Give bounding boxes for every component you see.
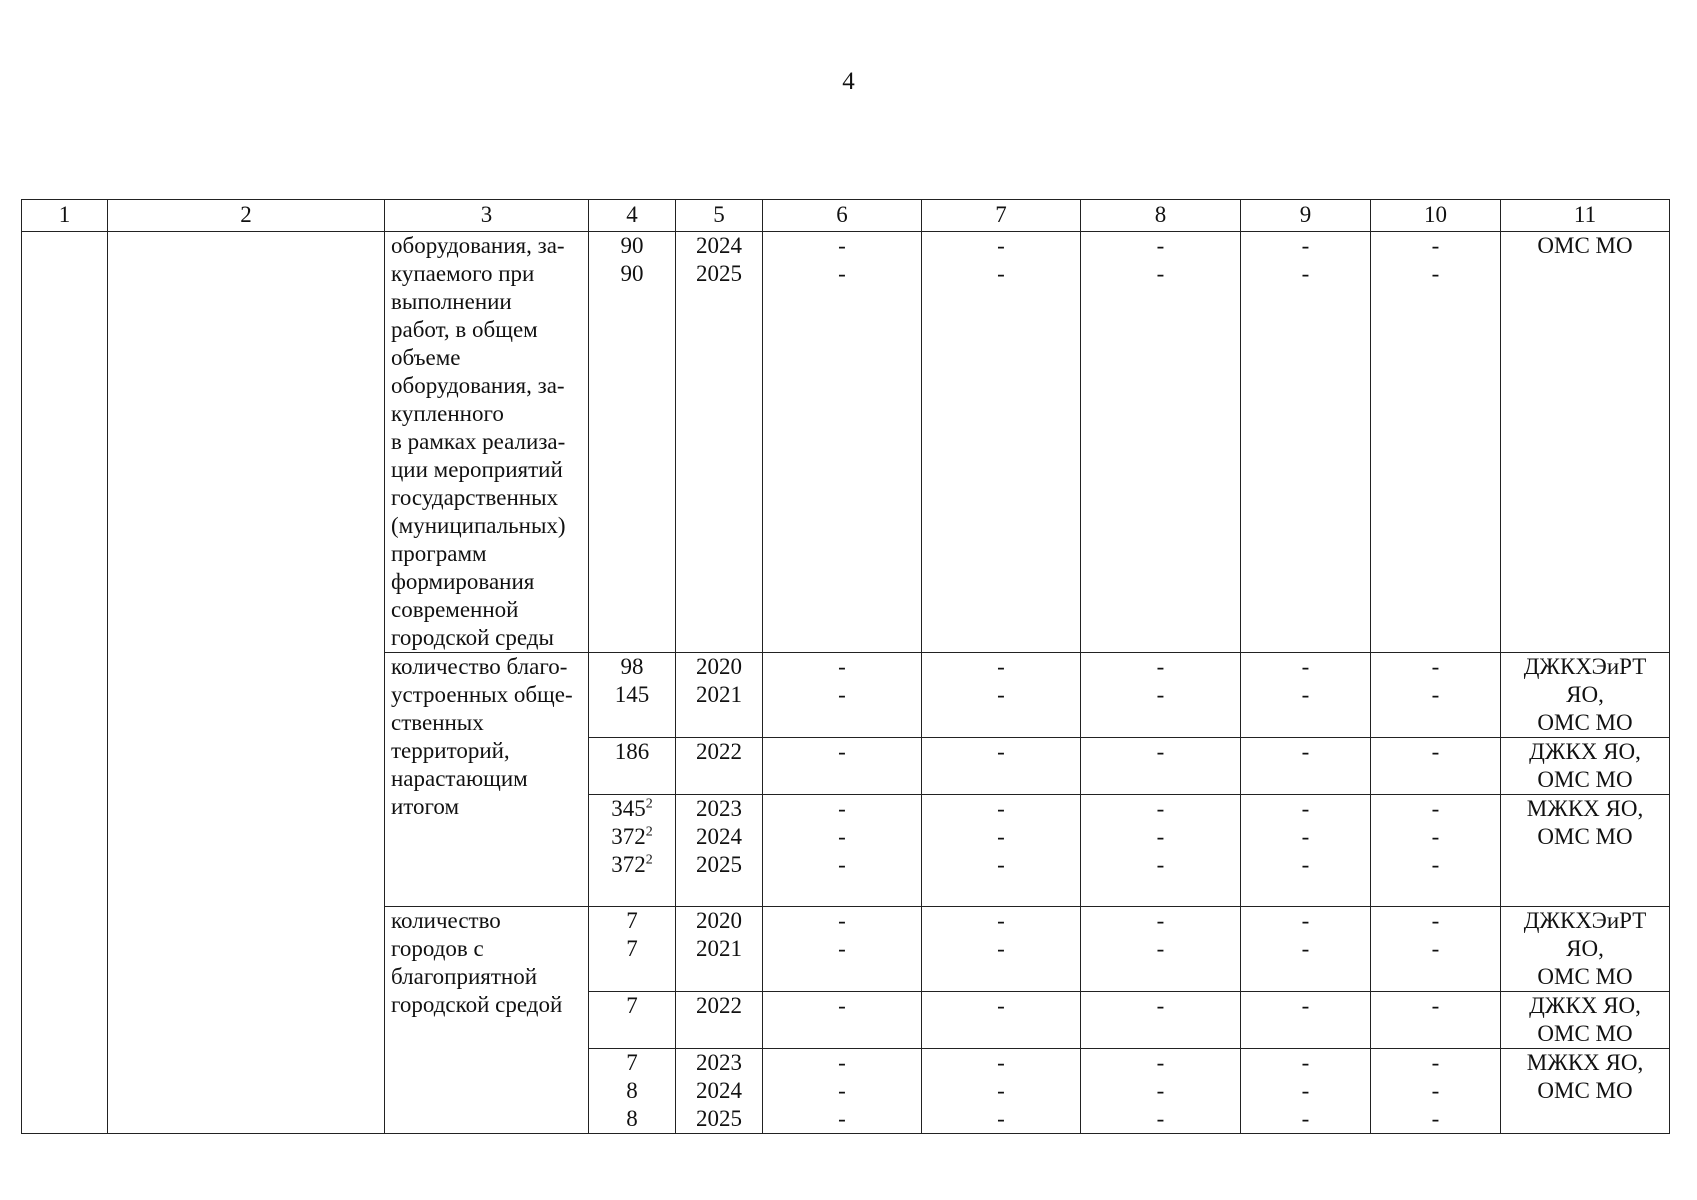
column-8-cell [1081, 795, 1241, 907]
responsible-cell: ДЖКХ ЯО, ОМС МО [1501, 738, 1670, 795]
column-7-cell-value: - [997, 908, 1005, 933]
column-7-cell [922, 907, 1081, 992]
value-cell-value: 90 [620, 261, 644, 286]
column-10-cell [1371, 907, 1501, 992]
column-8-cell-value: - [1156, 261, 1165, 286]
column-9-cell [1241, 1049, 1371, 1134]
column-8-cell [1081, 1049, 1241, 1134]
column-8-cell-value: - [1156, 936, 1165, 961]
header-cell-1: 1 [22, 200, 108, 232]
value-cell-value: 8 [626, 1078, 638, 1103]
column-6-cell-value: - [838, 852, 846, 877]
column-9-cell [1241, 653, 1371, 738]
column-9-cell-value: - [1301, 682, 1310, 707]
column-7-cell [922, 795, 1081, 907]
column-10-cell-value: - [1431, 233, 1440, 258]
column-7-cell-value: - [997, 936, 1005, 961]
column-8-cell-value: - [1156, 654, 1165, 679]
value-cell-value: 7 [626, 1050, 638, 1075]
value-cell-value: 98 [620, 654, 644, 679]
column-10-cell-value: - [1431, 908, 1440, 933]
column-8-cell [1081, 992, 1241, 1049]
column-9-cell-value: - [1301, 993, 1310, 1018]
header-cell-3: 3 [385, 200, 589, 232]
value-cell-value: 7 [626, 908, 638, 933]
column-10-cell-value: - [1431, 824, 1440, 849]
header-cell-10: 10 [1371, 200, 1501, 232]
column-7-cell [922, 232, 1081, 653]
column-10-cell-value: - [1431, 1106, 1440, 1131]
column-6-cell [763, 232, 922, 653]
column-8-cell-value: - [1156, 1078, 1165, 1103]
column-6-cell [763, 907, 922, 992]
value-cell-value: 7 [626, 993, 638, 1018]
year-cell-value: 2020 [696, 654, 742, 679]
column-9-cell-value: - [1301, 936, 1310, 961]
value-cell-value: 372 [611, 824, 646, 849]
table-row [22, 232, 1670, 653]
year-cell-value: 2024 [696, 1078, 742, 1103]
year-cell-value: 2021 [696, 936, 742, 961]
page-number: 4 [842, 68, 855, 95]
value-cell-value: 345 [611, 796, 646, 821]
column-10-cell [1371, 738, 1501, 795]
column-8-cell-value: - [1156, 993, 1165, 1018]
column-9-cell-value: - [1301, 852, 1310, 877]
column-8-cell-value: - [1156, 824, 1165, 849]
column-10-cell [1371, 992, 1501, 1049]
responsible-cell: ДЖКХЭиРТ ЯО, ОМС МО [1501, 907, 1670, 992]
column-6-cell [763, 992, 922, 1049]
year-cell [676, 738, 763, 795]
column-8-cell [1081, 653, 1241, 738]
column-8-cell-value: - [1156, 233, 1165, 258]
value-cell [589, 738, 676, 795]
value-cell-value: 186 [614, 739, 650, 764]
column-10-cell-value: - [1431, 1050, 1440, 1075]
column-10-cell-value: - [1431, 682, 1440, 707]
column-7-cell-value: - [997, 993, 1005, 1018]
column-10-cell-value: - [1431, 654, 1440, 679]
header-cell-4: 4 [589, 200, 676, 232]
year-cell-value: 2025 [696, 852, 742, 877]
column-10-cell-value: - [1431, 1078, 1440, 1103]
value-cell [589, 992, 676, 1049]
column-6-cell-value: - [838, 908, 846, 933]
year-cell [676, 907, 763, 992]
column-8-cell-value: - [1156, 1106, 1165, 1131]
column-7-cell-value: - [997, 852, 1005, 877]
column-7-cell-value: - [997, 796, 1005, 821]
column-7-cell [922, 653, 1081, 738]
column-9-cell-value: - [1301, 824, 1310, 849]
column-9-cell [1241, 795, 1371, 907]
indicator-name: оборудования, за- купаемого при выполнении работ, в общем объеме оборудования, за- купленного в рамках реализа- ции мероприятий государственных (муниципальных) программ формирования современной городской среды [385, 232, 589, 653]
column-6-cell-value: - [838, 796, 846, 821]
column-9-cell-value: - [1301, 654, 1310, 679]
header-cell-9: 9 [1241, 200, 1371, 232]
column-7-cell-value: - [997, 1050, 1005, 1075]
responsible-cell: ДЖКХЭиРТ ЯО, ОМС МО [1501, 653, 1670, 738]
value-cell [589, 907, 676, 992]
value-cell-value: 7 [626, 936, 638, 961]
column-10-cell-value: - [1431, 993, 1440, 1018]
responsible-cell: МЖКХ ЯО, ОМС МО [1501, 1049, 1670, 1134]
column-8-cell [1081, 232, 1241, 653]
column-7-cell [922, 1049, 1081, 1134]
column-9-cell-value: - [1301, 1050, 1310, 1075]
year-cell-value: 2022 [696, 739, 742, 764]
header-cell-7: 7 [922, 200, 1081, 232]
column-7-cell-value: - [997, 824, 1005, 849]
column-6-cell-value: - [838, 936, 846, 961]
column-8-cell-value: - [1156, 796, 1165, 821]
column-6-cell [763, 1049, 922, 1134]
column-9-cell-value: - [1301, 261, 1310, 286]
column-8-cell-value: - [1156, 682, 1165, 707]
column-9-cell-value: - [1301, 908, 1310, 933]
value-cell-value: 8 [626, 1106, 638, 1131]
indicator-name: количество благо- устроенных обще- ственных территорий, нарастающим итогом [385, 653, 589, 907]
column-10-cell [1371, 232, 1501, 653]
column-9-cell-value: - [1301, 796, 1310, 821]
column-6-cell-value: - [838, 654, 846, 679]
column-6-cell-value: - [838, 739, 846, 764]
value-cell-value: 145 [614, 682, 650, 707]
column-6-cell-value: - [838, 1106, 846, 1131]
year-cell-value: 2020 [696, 908, 742, 933]
year-cell-value: 2023 [696, 1050, 742, 1075]
year-cell-value: 2021 [696, 682, 742, 707]
column-10-cell [1371, 653, 1501, 738]
column-8-cell-value: - [1156, 1050, 1165, 1075]
value-cell-footnote-mark: 2 [645, 852, 653, 868]
column-7-cell [922, 738, 1081, 795]
indicators-table [21, 199, 1670, 1134]
header-cell-11: 11 [1501, 200, 1670, 232]
value-cell [589, 232, 676, 653]
year-cell-value: 2024 [696, 824, 742, 849]
column-9-cell-value: - [1301, 1106, 1310, 1131]
year-cell-value: 2022 [696, 993, 742, 1018]
column-7-cell-value: - [997, 233, 1005, 258]
year-cell [676, 795, 763, 907]
column-9-cell [1241, 232, 1371, 653]
header-cell-6: 6 [763, 200, 922, 232]
column-6-cell-value: - [838, 682, 846, 707]
column-6-cell-value: - [838, 993, 846, 1018]
value-cell-value: 372 [611, 852, 646, 877]
value-cell-footnote-mark: 2 [645, 796, 653, 812]
column-6-cell-value: - [838, 261, 846, 286]
value-cell [589, 653, 676, 738]
indicator-name: количество городов с благоприятной городской средой [385, 907, 589, 1134]
column-7-cell-value: - [997, 1078, 1005, 1103]
responsible-cell: ДЖКХ ЯО, ОМС МО [1501, 992, 1670, 1049]
year-cell [676, 653, 763, 738]
column-8-cell-value: - [1156, 739, 1165, 764]
year-cell [676, 992, 763, 1049]
column-7-cell-value: - [997, 654, 1005, 679]
column-8-cell [1081, 907, 1241, 992]
column-10-cell-value: - [1431, 796, 1440, 821]
header-cell-8: 8 [1081, 200, 1241, 232]
column-6-cell-value: - [838, 1078, 846, 1103]
column-8-cell-value: - [1156, 908, 1165, 933]
column-10-cell-value: - [1431, 261, 1440, 286]
column-9-cell-value: - [1301, 1078, 1310, 1103]
column-9-cell [1241, 738, 1371, 795]
year-cell-value: 2024 [696, 233, 742, 258]
column-10-cell-value: - [1431, 936, 1440, 961]
responsible-cell: ОМС МО [1501, 232, 1670, 653]
year-cell [676, 232, 763, 653]
column-6-cell-value: - [838, 824, 846, 849]
column-6-cell-value: - [838, 1050, 846, 1075]
year-cell-value: 2025 [696, 1106, 742, 1131]
column-2-cell [108, 232, 385, 1134]
column-7-cell-value: - [997, 682, 1005, 707]
column-1-cell [22, 232, 108, 1134]
responsible-cell: МЖКХ ЯО, ОМС МО [1501, 795, 1670, 907]
column-6-cell-value: - [838, 233, 846, 258]
column-6-cell [763, 795, 922, 907]
column-10-cell [1371, 1049, 1501, 1134]
value-cell-footnote-mark: 2 [645, 824, 653, 840]
column-10-cell-value: - [1431, 739, 1440, 764]
year-cell-value: 2025 [696, 261, 742, 286]
header-row [22, 200, 1670, 232]
value-cell [589, 1049, 676, 1134]
column-10-cell-value: - [1431, 852, 1440, 877]
header-cell-5: 5 [676, 200, 763, 232]
column-7-cell-value: - [997, 739, 1005, 764]
column-9-cell [1241, 992, 1371, 1049]
column-6-cell [763, 653, 922, 738]
column-7-cell-value: - [997, 261, 1005, 286]
column-8-cell [1081, 738, 1241, 795]
header-cell-2: 2 [108, 200, 385, 232]
value-cell-value: 90 [620, 233, 644, 258]
year-cell-value: 2023 [696, 796, 742, 821]
column-8-cell-value: - [1156, 852, 1165, 877]
column-9-cell-value: - [1301, 739, 1310, 764]
column-9-cell-value: - [1301, 233, 1310, 258]
column-7-cell-value: - [997, 1106, 1005, 1131]
value-cell [589, 795, 676, 907]
year-cell [676, 1049, 763, 1134]
column-7-cell [922, 992, 1081, 1049]
column-6-cell [763, 738, 922, 795]
column-9-cell [1241, 907, 1371, 992]
column-10-cell [1371, 795, 1501, 907]
